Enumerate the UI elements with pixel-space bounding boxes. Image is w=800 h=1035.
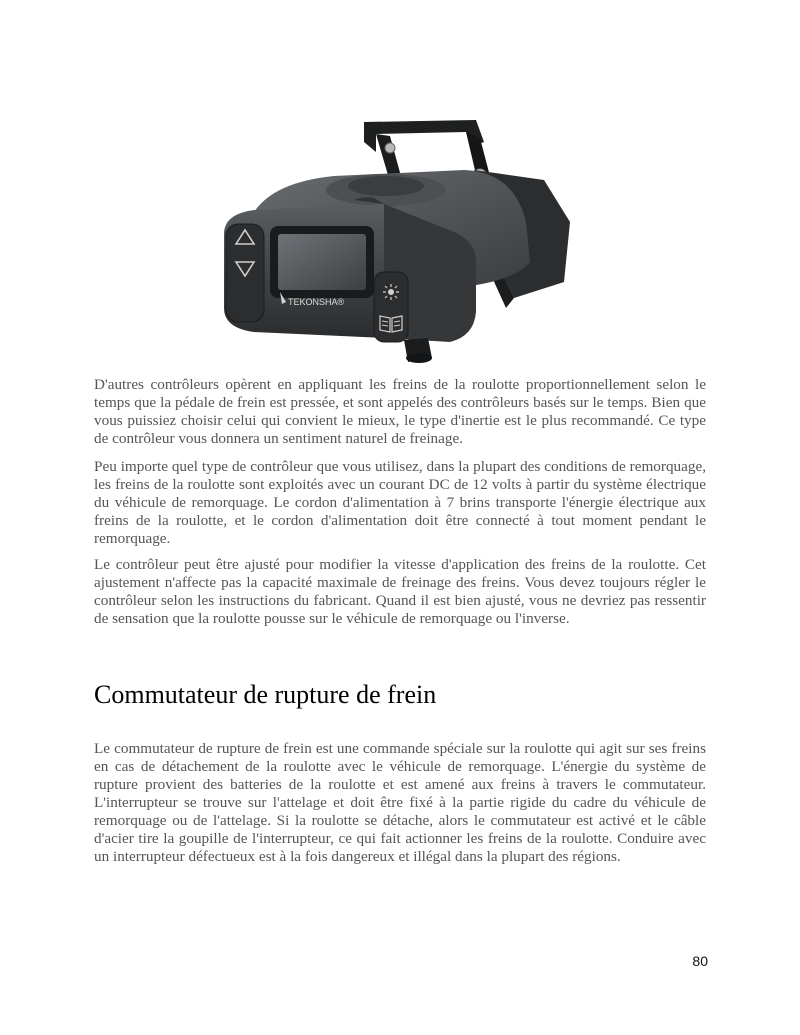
paragraph-controller-adjustment: Le contrôleur peut être ajusté pour modifier la vitesse d'application des freins de la roulotte. Cet ajustement n'affecte pas la capacité maximale de freinage des freins. Vous devez toujours régler le contrôleur selon les instructions du fabricant. Quand il est bien ajusté, vous ne devriez pas ressentir de sensation que la roulotte pousse sur le véhicule de remorquage ou l'inverse. — [94, 556, 706, 627]
page-number: 80 — [692, 953, 708, 969]
brand-label: TEKONSHA® — [288, 297, 345, 307]
brake-controller-image — [214, 112, 574, 372]
paragraph-time-based-controllers: D'autres contrôleurs opèrent en appliquant les freins de la roulotte proportionnellement selon le temps que la pédale de frein est pressée, et sont appelés des contrôleurs basés sur le temps. Bien que vous puissiez choisir celui qui convient le mieux, le type d'inertie est le plus recommandé. Ce type de contrôleur vous donnera un sentiment naturel de freinage. — [94, 376, 706, 447]
right-button-pad — [374, 272, 408, 342]
section-heading: Commutateur de rupture de frein — [94, 680, 437, 709]
lcd-display — [270, 226, 374, 298]
brightness-icon — [383, 284, 399, 300]
paragraph-power-supply: Peu importe quel type de contrôleur que vous utilisez, dans la plupart des conditions de remorquage, les freins de la roulotte sont exploités avec un courant DC de 12 volts à partir du système électrique du véhicule de remorquage. Le cordon d'alimentation à 7 brins transporte l'énergie électrique aux freins de la roulotte, et le cordon d'alimentation doit être connecté à tout moment pendant le remorquage. — [94, 458, 706, 547]
paragraph-breakaway-switch: Le commutateur de rupture de frein est une commande spéciale sur la roulotte qui agit sur ses freins en cas de détachement de la roulotte avec le véhicule de remorquage. L'énergie du système de rupture provient des batteries de la roulotte et est amené aux freins à travers le commutateur. L'interrupteur se trouve sur l'attelage et doit être fixé à la partie rigide du cadre du véhicule de remorquage ou de l'attelage. Si la roulotte se détache, alors le commutateur est activé et le câble d'acier tire la goupille de l'interrupteur, ce qui fait actionner les freins de la roulotte. Conduire avec un interrupteur défectueux est à la fois dangereux et illégal dans la plupart des régions. — [94, 740, 706, 865]
left-button-pad — [226, 224, 264, 322]
